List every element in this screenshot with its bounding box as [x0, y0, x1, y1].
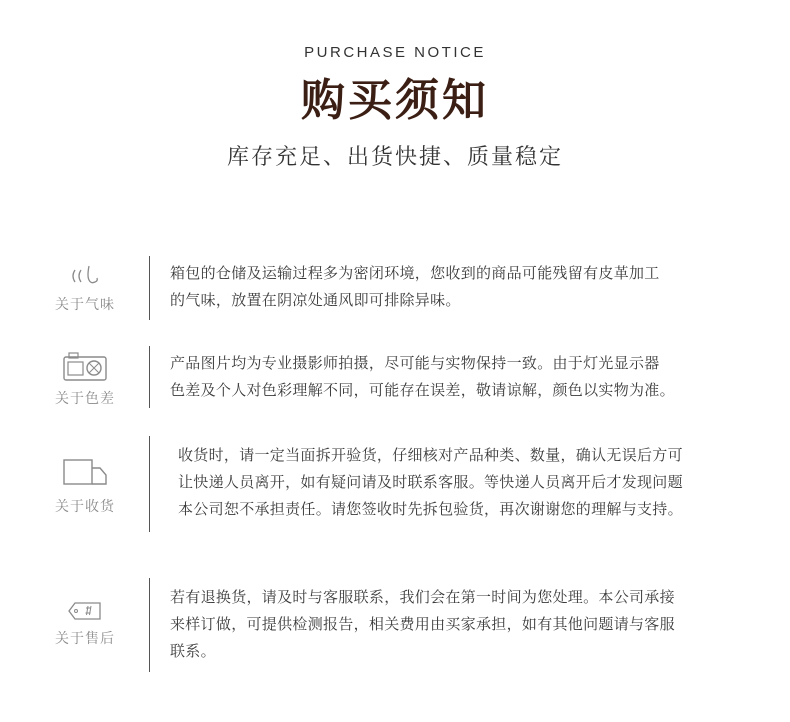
section-divider [149, 346, 150, 408]
notice-section-color [0, 346, 790, 410]
section-text-receiving [178, 442, 683, 523]
camera-icon [62, 350, 108, 382]
page-title: 购买须知 [301, 75, 489, 126]
section-divider [149, 578, 150, 672]
smell-icon [65, 262, 105, 288]
section-divider [149, 436, 150, 532]
section-text-line: 产品图片均为专业摄影师拍摄，尽可能与实物保持一致。由于灯光显示器 [170, 354, 660, 372]
section-text-line: 的气味，放置在阴凉处通风即可排除异味。 [170, 291, 461, 309]
section-text-line: 联系。 [170, 642, 216, 660]
section-text-line: 色差及个人对色彩理解不同，可能存在误差，敬请谅解，颜色以实物为准。 [170, 381, 675, 399]
notice-section-smell [0, 256, 790, 320]
tag-icon [67, 600, 103, 622]
notice-section-aftersales [0, 578, 790, 672]
truck-icon [62, 456, 108, 490]
section-text-line: 若有退换货，请及时与客服联系，我们会在第一时间为您处理。本公司承接 [170, 588, 675, 606]
section-text-line: 本公司恕不承担责任。请您签收时先拆包验货，再次谢谢您的理解与支持。 [178, 500, 683, 518]
section-text-line: 让快递人员离开，如有疑问请及时联系客服。等快递人员离开后才发现问题 [178, 473, 683, 491]
section-text-smell [170, 260, 660, 314]
page-subtitle: 库存充足、出货快捷、质量稳定 [226, 145, 563, 170]
section-text-line: 来样订做，可提供检测报告，相关费用由买家承担，如有其他问题请与客服 [170, 615, 675, 633]
notice-section-receiving [0, 436, 790, 532]
section-label-aftersales: 关于售后 [55, 631, 115, 647]
section-label-receiving: 关于收货 [55, 499, 115, 515]
section-label-color: 关于色差 [55, 391, 115, 407]
section-divider [149, 256, 150, 320]
section-text-line: 箱包的仓储及运输过程多为密闭环境，您收到的商品可能残留有皮革加工 [170, 264, 660, 282]
section-text-aftersales [170, 584, 675, 665]
header-en-title: PURCHASE NOTICE [304, 44, 486, 61]
section-text-color [170, 350, 675, 404]
section-text-line: 收货时，请一定当面拆开验货，仔细核对产品种类、数量，确认无误后方可 [178, 446, 683, 464]
section-label-smell: 关于气味 [55, 297, 115, 313]
